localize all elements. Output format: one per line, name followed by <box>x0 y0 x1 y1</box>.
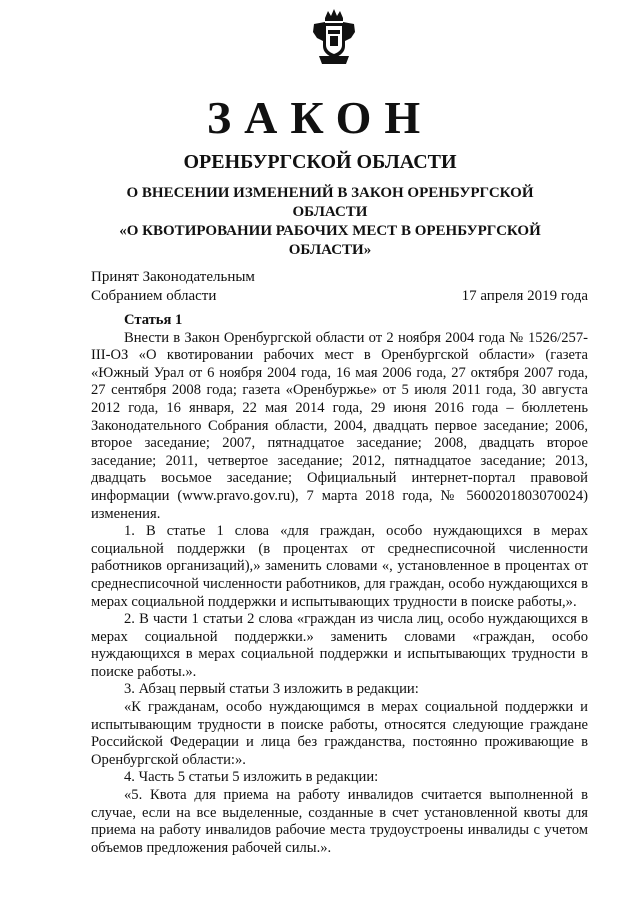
article-heading: Статья 1 <box>124 312 183 328</box>
subtitle-line: ОБЛАСТИ» <box>288 242 372 258</box>
adoption-line: Собранием области <box>91 288 217 304</box>
region-title: ОРЕНБУРГСКОЙ ОБЛАСТИ <box>183 151 457 173</box>
law-subtitle <box>100 184 560 260</box>
coat-of-arms-icon <box>311 8 357 66</box>
article-item: 4. Часть 5 статьи 5 изложить в редакции: <box>124 769 379 786</box>
subtitle-line: «О КВОТИРОВАНИИ РАБОЧИХ МЕСТ В ОРЕНБУРГСКОЙ <box>119 223 541 239</box>
article-body <box>91 312 588 857</box>
article-quote: «К гражданам, особо нуждающимся в мерах социальной поддержки и испытывающим трудности в поиске работы, относятся следующие граждане Российской Федерации и лица без гражданства, постоянно проживающие в Оренбургской области:». <box>91 699 588 768</box>
article-item: 1. В статье 1 слова «для граждан, особо нуждающихся в мерах социальной поддержки (в процентах от среднесписочной численности работников организаций),» заменить словами «, установленное в процентах от среднесписочной численности работников, для граждан, особо нуждающихся в мерах социальной поддержки и испытывающих трудности в поиске работы,». <box>91 523 588 610</box>
law-title: ЗАКОН <box>206 92 434 143</box>
subtitle-line: О ВНЕСЕНИИ ИЗМЕНЕНИЙ В ЗАКОН ОРЕНБУРГСКОЙ ОБЛАСТИ <box>126 185 534 220</box>
article-item: 2. В части 1 статьи 2 слова «граждан из числа лиц, особо нуждающихся в мерах социальной поддержки.» заменить словами «граждан, особо нуждающихся в мерах социальной поддержки и испытывающих трудности в поиске работы.». <box>91 611 588 680</box>
adoption-line: Принят Законодательным <box>91 269 255 285</box>
article-item: 3. Абзац первый статьи 3 изложить в редакции: <box>124 681 419 698</box>
article-quote: «5. Квота для приема на работу инвалидов считается выполненной в случае, если на все выделенные, созданные в счет установленной квоты для приема на работу инвалидов рабочие места трудоустроены инвалиды с учетом объемов предложения рабочей силы.». <box>91 787 588 856</box>
adoption-date: 17 апреля 2019 года <box>461 288 588 304</box>
adoption-note <box>91 268 255 306</box>
article-intro: Внести в Закон Оренбургской области от 2 ноября 2004 года № 1526/257-III-ОЗ «О квотировании рабочих мест в Оренбургской области» (газета «Южный Урал от 6 ноября 2004 года, 16 мая 2006 года, 27 октября 2007 года, 27 сентября 2008 года; газета «Оренбуржье» от 5 июля 2011 года, 30 августа 2012 года, 16 января, 22 мая 2014 года, 29 июня 2016 года – бюллетень Законодательного Собрания области, 2004, двадцать первое заседание; 2006, второе заседание; 2007, пятнадцатое заседание; 2008, двадцать второе заседание; 2011, четвертое заседание; 2012, пятнадцатое заседание; 2013, двадцать восьмое заседание; Официальный интернет-портал правовой информации (www.pravo.gov.ru), 7 марта 2018 года, № 5600201803070024) изменения. <box>91 329 588 522</box>
